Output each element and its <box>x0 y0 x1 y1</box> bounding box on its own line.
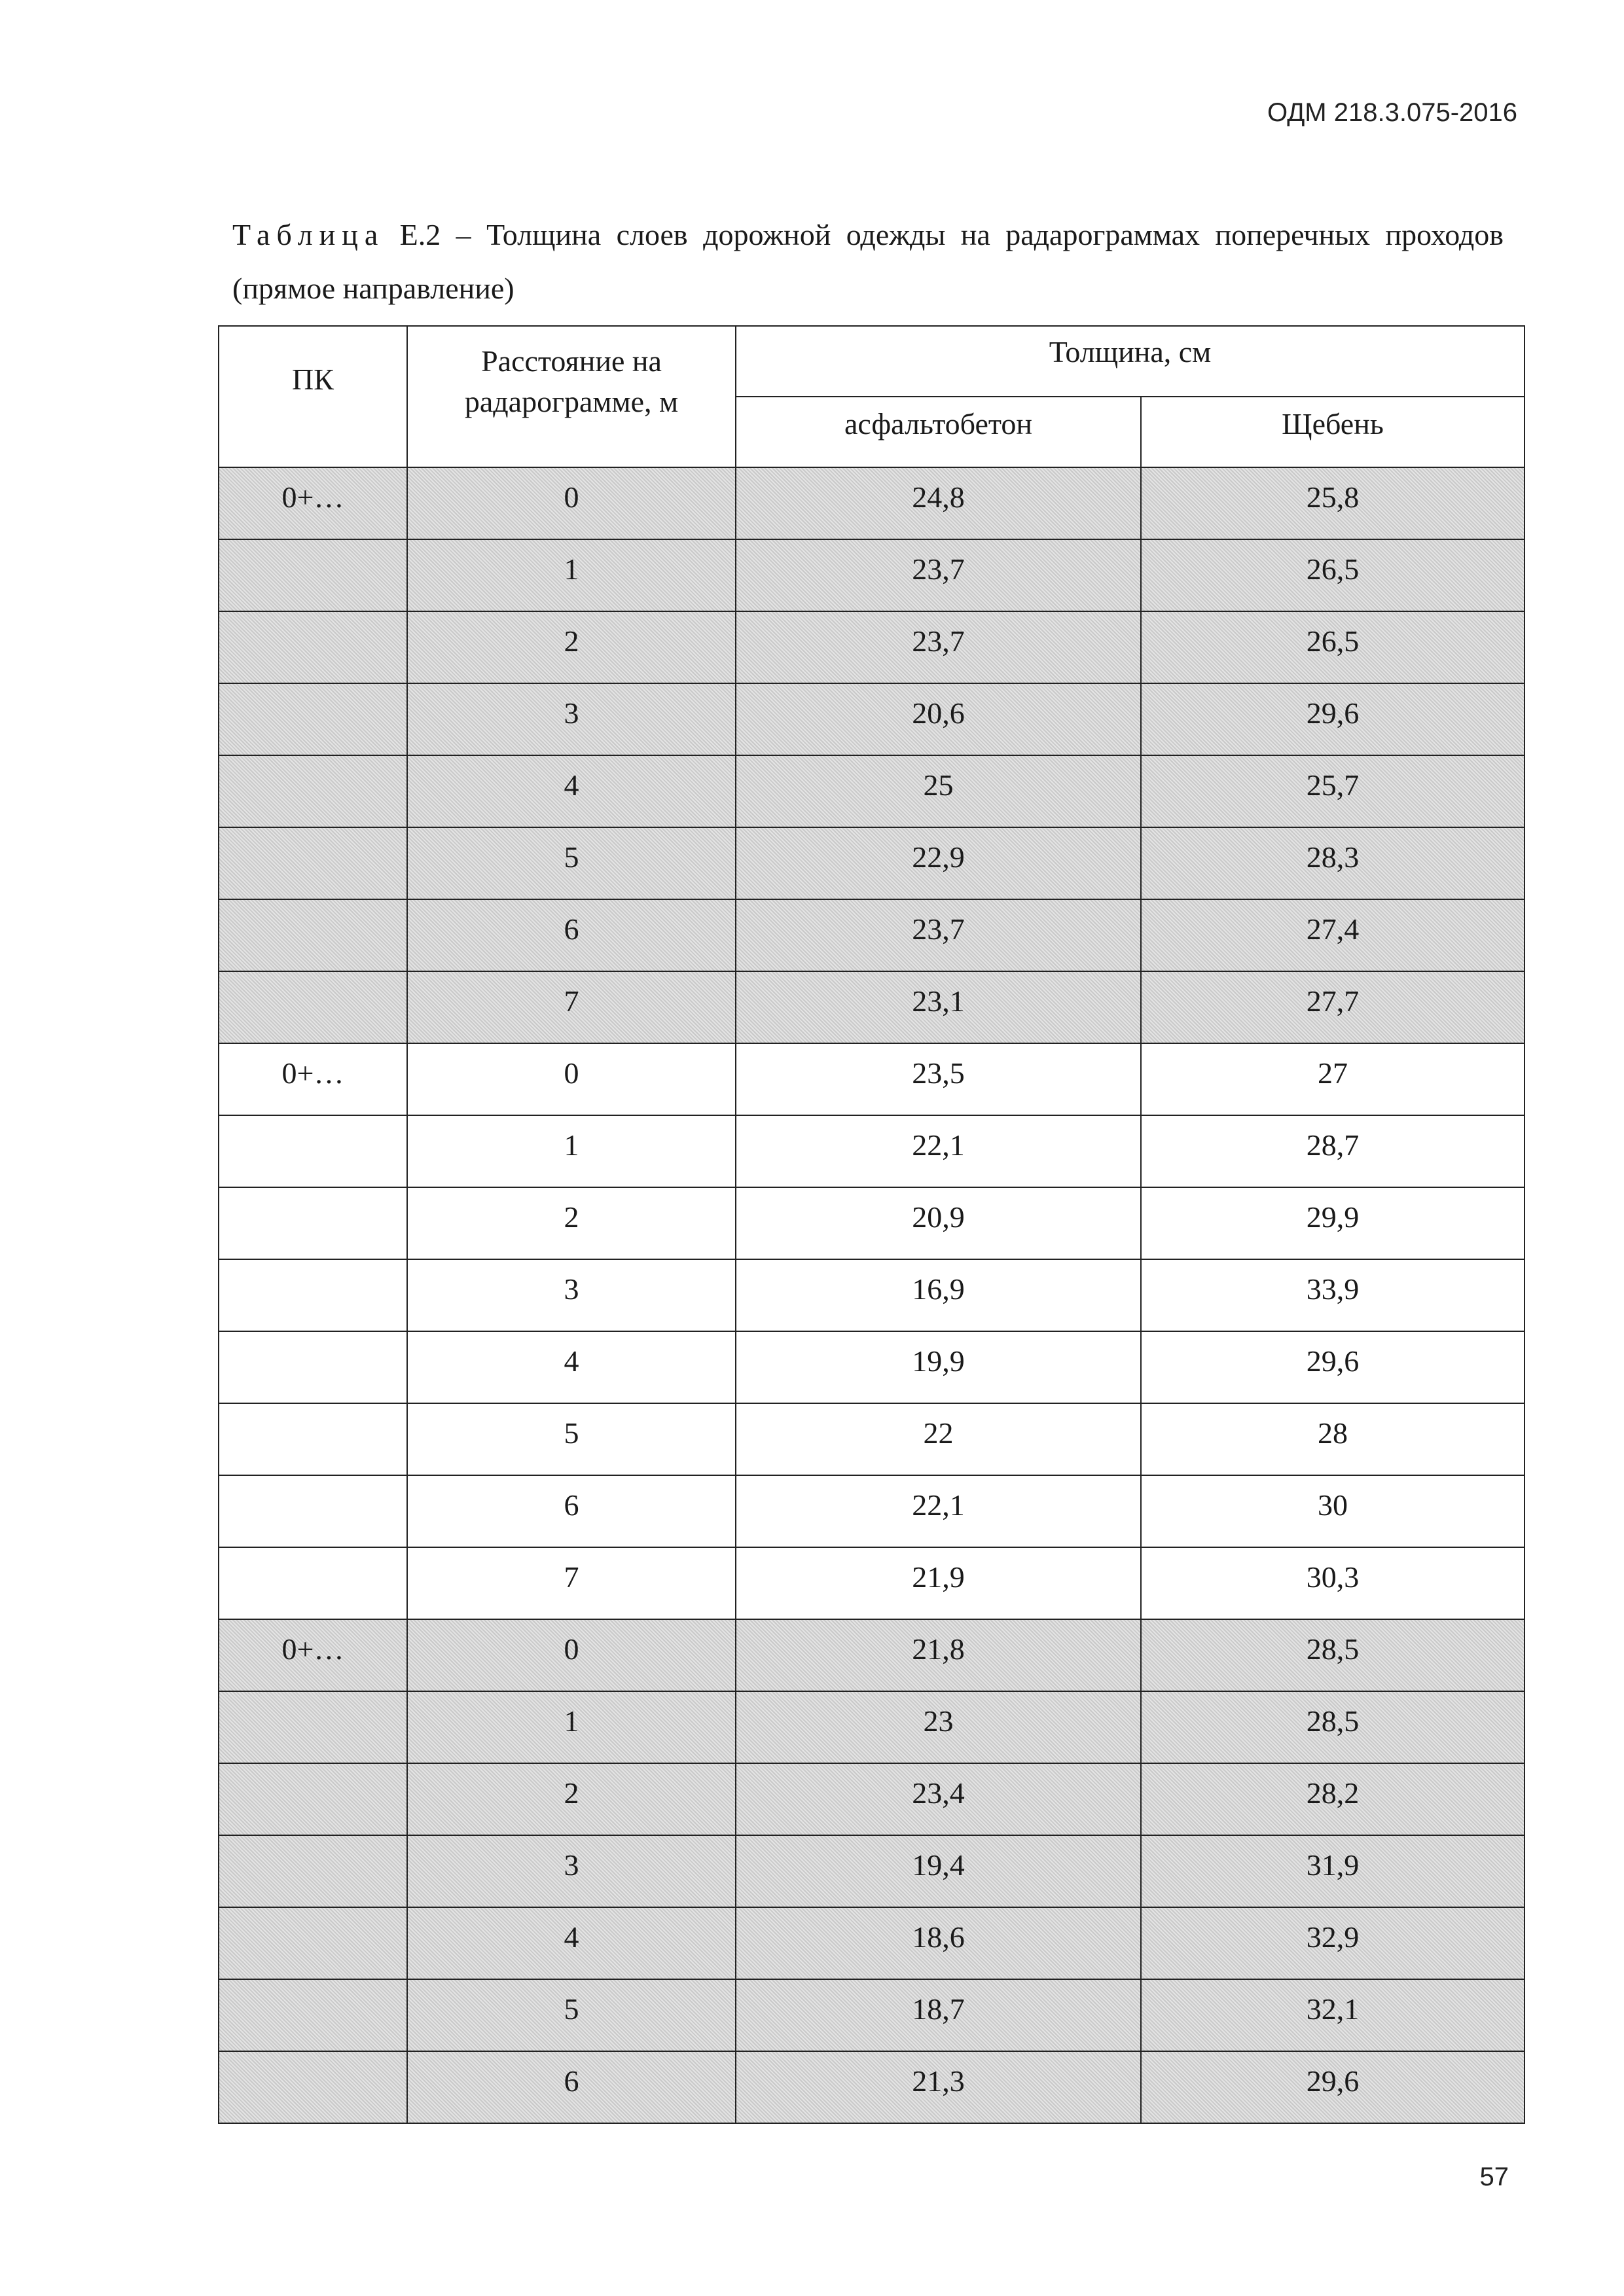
cell-pk <box>219 1907 407 1979</box>
cell-asphalt: 21,8 <box>736 1619 1141 1691</box>
table-row <box>219 1043 1525 1115</box>
cell-asphalt: 16,9 <box>736 1259 1141 1331</box>
cell-distance: 0 <box>407 467 736 539</box>
cell-asphalt: 18,7 <box>736 1979 1141 2051</box>
table-row <box>219 1475 1525 1547</box>
cell-distance: 4 <box>407 755 736 827</box>
cell-pk <box>219 755 407 827</box>
cell-distance: 2 <box>407 611 736 683</box>
cell-pk: 0+… <box>219 1619 407 1691</box>
cell-pk <box>219 1547 407 1619</box>
cell-pk <box>219 1115 407 1187</box>
table-caption <box>232 208 1504 315</box>
header-distance: Расстояние на радарограмме, м <box>407 326 736 467</box>
cell-gravel: 29,6 <box>1141 2051 1525 2123</box>
cell-gravel: 28,7 <box>1141 1115 1525 1187</box>
cell-distance: 5 <box>407 827 736 899</box>
table-row <box>219 1403 1525 1475</box>
thickness-table <box>218 325 1525 2124</box>
cell-gravel: 30,3 <box>1141 1547 1525 1619</box>
cell-distance: 5 <box>407 1403 736 1475</box>
caption-text: Е.2 – Толщина слоев дорожной одежды на радарограммах поперечных проходов (прямое направление) <box>232 218 1504 305</box>
cell-gravel: 27,4 <box>1141 899 1525 971</box>
cell-pk <box>219 1259 407 1331</box>
cell-distance: 7 <box>407 1547 736 1619</box>
cell-pk <box>219 1979 407 2051</box>
document-code: ОДМ 218.3.075-2016 <box>1267 98 1517 127</box>
table-row <box>219 2051 1525 2123</box>
cell-asphalt: 23,7 <box>736 611 1141 683</box>
cell-pk <box>219 1187 407 1259</box>
cell-asphalt: 21,3 <box>736 2051 1141 2123</box>
table-row <box>219 755 1525 827</box>
table-row <box>219 827 1525 899</box>
table-row <box>219 1187 1525 1259</box>
cell-distance: 0 <box>407 1619 736 1691</box>
cell-pk <box>219 1835 407 1907</box>
cell-asphalt: 19,4 <box>736 1835 1141 1907</box>
table-row <box>219 1907 1525 1979</box>
cell-distance: 4 <box>407 1331 736 1403</box>
cell-pk <box>219 1331 407 1403</box>
cell-pk <box>219 1403 407 1475</box>
cell-pk: 0+… <box>219 467 407 539</box>
cell-gravel: 29,9 <box>1141 1187 1525 1259</box>
cell-pk <box>219 2051 407 2123</box>
cell-gravel: 25,7 <box>1141 755 1525 827</box>
cell-pk <box>219 971 407 1043</box>
cell-gravel: 29,6 <box>1141 683 1525 755</box>
cell-gravel: 32,9 <box>1141 1907 1525 1979</box>
table-row <box>219 1835 1525 1907</box>
cell-pk <box>219 611 407 683</box>
table-row <box>219 971 1525 1043</box>
header-asphalt: асфальтобетон <box>736 397 1141 467</box>
cell-asphalt: 21,9 <box>736 1547 1141 1619</box>
cell-distance: 3 <box>407 1835 736 1907</box>
cell-gravel: 32,1 <box>1141 1979 1525 2051</box>
cell-asphalt: 18,6 <box>736 1907 1141 1979</box>
page-number: 57 <box>1479 2162 1509 2191</box>
cell-pk <box>219 827 407 899</box>
cell-asphalt: 23,4 <box>736 1763 1141 1835</box>
cell-distance: 0 <box>407 1043 736 1115</box>
cell-distance: 3 <box>407 683 736 755</box>
table-row <box>219 1979 1525 2051</box>
table-row <box>219 1763 1525 1835</box>
cell-gravel: 28,2 <box>1141 1763 1525 1835</box>
cell-distance: 1 <box>407 1115 736 1187</box>
table-row <box>219 1691 1525 1763</box>
table-row <box>219 683 1525 755</box>
cell-gravel: 28,3 <box>1141 827 1525 899</box>
table-row <box>219 1259 1525 1331</box>
cell-pk <box>219 1691 407 1763</box>
cell-distance: 2 <box>407 1187 736 1259</box>
cell-pk <box>219 539 407 611</box>
header-thickness: Толщина, см <box>736 326 1525 397</box>
caption-label: Таблица <box>232 218 385 251</box>
header-gravel: Щебень <box>1141 397 1525 467</box>
cell-distance: 6 <box>407 1475 736 1547</box>
cell-asphalt: 22 <box>736 1403 1141 1475</box>
cell-distance: 7 <box>407 971 736 1043</box>
cell-pk <box>219 1763 407 1835</box>
cell-asphalt: 22,1 <box>736 1475 1141 1547</box>
cell-gravel: 25,8 <box>1141 467 1525 539</box>
table-row <box>219 1115 1525 1187</box>
cell-pk <box>219 1475 407 1547</box>
cell-distance: 1 <box>407 1691 736 1763</box>
cell-distance: 1 <box>407 539 736 611</box>
cell-asphalt: 20,9 <box>736 1187 1141 1259</box>
cell-asphalt: 24,8 <box>736 467 1141 539</box>
cell-asphalt: 23,5 <box>736 1043 1141 1115</box>
cell-gravel: 27 <box>1141 1043 1525 1115</box>
cell-gravel: 28 <box>1141 1403 1525 1475</box>
table-row <box>219 611 1525 683</box>
cell-gravel: 29,6 <box>1141 1331 1525 1403</box>
cell-distance: 3 <box>407 1259 736 1331</box>
cell-gravel: 26,5 <box>1141 611 1525 683</box>
cell-pk <box>219 899 407 971</box>
cell-gravel: 33,9 <box>1141 1259 1525 1331</box>
table-body <box>219 467 1525 2123</box>
table-row <box>219 899 1525 971</box>
cell-distance: 4 <box>407 1907 736 1979</box>
cell-distance: 5 <box>407 1979 736 2051</box>
cell-gravel: 27,7 <box>1141 971 1525 1043</box>
cell-gravel: 31,9 <box>1141 1835 1525 1907</box>
cell-distance: 6 <box>407 2051 736 2123</box>
cell-pk <box>219 683 407 755</box>
cell-asphalt: 19,9 <box>736 1331 1141 1403</box>
cell-asphalt: 22,1 <box>736 1115 1141 1187</box>
cell-asphalt: 20,6 <box>736 683 1141 755</box>
cell-asphalt: 23,7 <box>736 899 1141 971</box>
cell-asphalt: 23,1 <box>736 971 1141 1043</box>
cell-gravel: 28,5 <box>1141 1691 1525 1763</box>
cell-gravel: 26,5 <box>1141 539 1525 611</box>
cell-asphalt: 23,7 <box>736 539 1141 611</box>
cell-distance: 2 <box>407 1763 736 1835</box>
cell-gravel: 28,5 <box>1141 1619 1525 1691</box>
table-row <box>219 539 1525 611</box>
header-pk: ПК <box>219 326 407 467</box>
cell-asphalt: 22,9 <box>736 827 1141 899</box>
cell-asphalt: 23 <box>736 1691 1141 1763</box>
table-row <box>219 1619 1525 1691</box>
table-row <box>219 1331 1525 1403</box>
cell-gravel: 30 <box>1141 1475 1525 1547</box>
table-row <box>219 1547 1525 1619</box>
table-row <box>219 467 1525 539</box>
cell-distance: 6 <box>407 899 736 971</box>
cell-asphalt: 25 <box>736 755 1141 827</box>
cell-pk: 0+… <box>219 1043 407 1115</box>
